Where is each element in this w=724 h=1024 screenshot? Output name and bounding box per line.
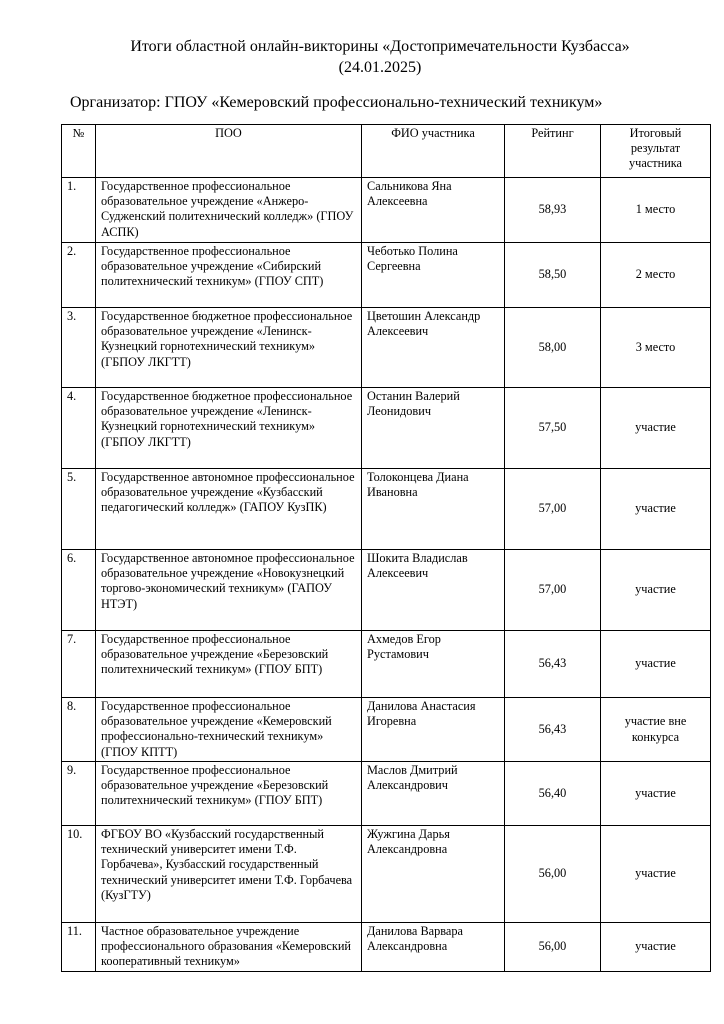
row-participant-name: Толоконцева Диана Ивановна — [362, 469, 505, 550]
table-header-row — [62, 125, 711, 178]
row-result: участие — [601, 923, 711, 972]
row-rating: 56,43 — [505, 631, 601, 698]
row-organization: Государственное профессиональное образовательное учреждение «Сибирский политехнический техникум» (ГПОУ СПТ) — [96, 243, 362, 308]
row-result: участие — [601, 469, 711, 550]
table-row — [62, 469, 711, 550]
row-organization: Частное образовательное учреждение профессионального образования «Кемеровский кооперативный техникум» — [96, 923, 362, 972]
row-rating: 58,93 — [505, 178, 601, 243]
row-participant-name: Останин Валерий Леонидович — [362, 388, 505, 469]
table-row — [62, 631, 711, 698]
table-row — [62, 308, 711, 388]
table-row — [62, 243, 711, 308]
column-header-result: Итоговый результат участника — [601, 125, 711, 178]
row-number: 3. — [62, 308, 96, 388]
table-row — [62, 388, 711, 469]
row-participant-name: Сальникова Яна Алексеевна — [362, 178, 505, 243]
column-header-org: ПОО — [96, 125, 362, 178]
table-row — [62, 178, 711, 243]
row-rating: 57,00 — [505, 550, 601, 631]
row-result: участие — [601, 631, 711, 698]
row-number: 7. — [62, 631, 96, 698]
table-row — [62, 550, 711, 631]
row-number: 5. — [62, 469, 96, 550]
row-organization: Государственное профессиональное образовательное учреждение «Кемеровский профессионально-технический техникум» (ГПОУ КПТТ) — [96, 698, 362, 762]
row-rating: 56,00 — [505, 923, 601, 972]
row-result: 3 место — [601, 308, 711, 388]
row-result: участие — [601, 762, 711, 826]
row-result: участие — [601, 388, 711, 469]
row-participant-name: Цветошин Александр Алексеевич — [362, 308, 505, 388]
row-result: участие вне конкурса — [601, 698, 711, 762]
row-number: 8. — [62, 698, 96, 762]
row-participant-name: Данилова Варвара Александровна — [362, 923, 505, 972]
row-number: 10. — [62, 826, 96, 923]
row-number: 1. — [62, 178, 96, 243]
row-number: 6. — [62, 550, 96, 631]
row-rating: 58,00 — [505, 308, 601, 388]
table-row — [62, 923, 711, 972]
organizer-line: Организатор: ГПОУ «Кемеровский профессионально-технический техникум» — [70, 94, 603, 111]
column-header-name: ФИО участника — [362, 125, 505, 178]
row-organization: Государственное бюджетное профессиональное образовательное учреждение «Ленинск-Кузнецкий горнотехнический техникум» (ГБПОУ ЛКГТТ) — [96, 388, 362, 469]
row-participant-name: Данилова Анастасия Игоревна — [362, 698, 505, 762]
row-organization: Государственное бюджетное профессиональное образовательное учреждение «Ленинск-Кузнецкий горнотехнический техникум» (ГБПОУ ЛКГТТ) — [96, 308, 362, 388]
row-result: участие — [601, 550, 711, 631]
table-row — [62, 826, 711, 923]
column-header-rating: Рейтинг — [505, 125, 601, 178]
results-table — [61, 124, 711, 972]
row-participant-name: Шокита Владислав Алексеевич — [362, 550, 505, 631]
row-number: 4. — [62, 388, 96, 469]
row-participant-name: Жужгина Дарья Александровна — [362, 826, 505, 923]
row-rating: 57,50 — [505, 388, 601, 469]
row-organization: Государственное автономное профессиональное образовательное учреждение «Кузбасский педагогический колледж» (ГАПОУ КузПК) — [96, 469, 362, 550]
row-result: 2 место — [601, 243, 711, 308]
row-result: 1 место — [601, 178, 711, 243]
row-participant-name: Чеботько Полина Сергеевна — [362, 243, 505, 308]
row-number: 9. — [62, 762, 96, 826]
row-rating: 57,00 — [505, 469, 601, 550]
row-rating: 56,00 — [505, 826, 601, 923]
row-rating: 56,43 — [505, 698, 601, 762]
row-participant-name: Маслов Дмитрий Александрович — [362, 762, 505, 826]
column-header-num: № — [62, 125, 96, 178]
row-organization: Государственное профессиональное образовательное учреждение «Березовский политехнический техникум» (ГПОУ БПТ) — [96, 762, 362, 826]
row-organization: Государственное профессиональное образовательное учреждение «Анжеро-Судженский политехнический колледж» (ГПОУ АСПК) — [96, 178, 362, 243]
row-number: 11. — [62, 923, 96, 972]
table-row — [62, 762, 711, 826]
row-organization: ФГБОУ ВО «Кузбасский государственный технический университет имени Т.Ф. Горбачева», Кузбасский государственный технический университет имени Т.Ф. Горбачева (КузГТУ) — [96, 826, 362, 923]
row-rating: 58,50 — [505, 243, 601, 308]
document-title — [60, 36, 700, 78]
row-participant-name: Ахмедов Егор Рустамович — [362, 631, 505, 698]
row-result: участие — [601, 826, 711, 923]
row-number: 2. — [62, 243, 96, 308]
row-organization: Государственное автономное профессиональное образовательное учреждение «Новокузнецкий торгово-экономический техникум» (ГАПОУ НТЭТ) — [96, 550, 362, 631]
table-row — [62, 698, 711, 762]
row-rating: 56,40 — [505, 762, 601, 826]
row-organization: Государственное профессиональное образовательное учреждение «Березовский политехнический техникум» (ГПОУ БПТ) — [96, 631, 362, 698]
title-date: (24.01.2025) — [338, 59, 422, 76]
title-line-1: Итоги областной онлайн-викторины «Достопримечательности Кузбасса» — [130, 38, 630, 55]
